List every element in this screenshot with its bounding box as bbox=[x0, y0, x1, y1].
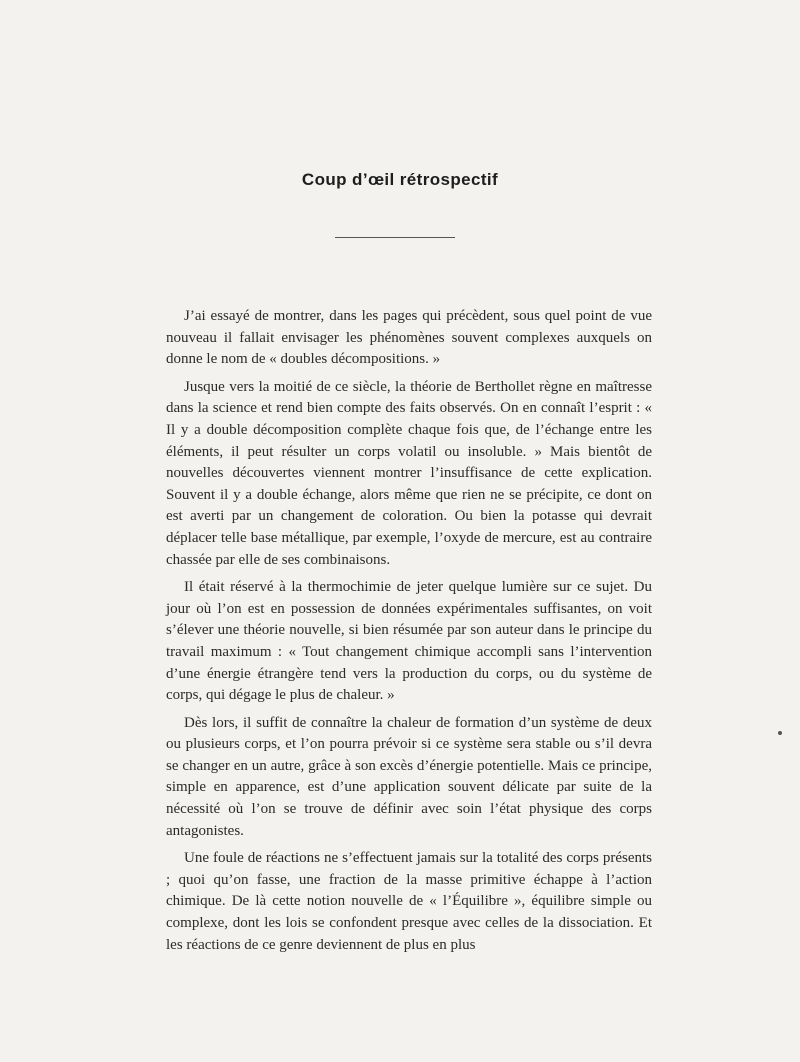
title-divider bbox=[335, 237, 455, 238]
paragraph-3: Il était réservé à la thermochimie de jeter quelque lumière sur ce sujet. Du jour où l’on est en possession de données expérimentales suffisantes, on voit s’élever une théorie nouvelle, si bien résumée par son auteur dans le principe du travail maximum : « Tout changement chimique accompli sans l’intervention d’une énergie étrangère tend vers la production du corps, ou du système de corps, qui dégage le plus de chaleur. » bbox=[166, 579, 652, 704]
paragraph-2: Jusque vers la moitié de ce siècle, la théorie de Berthollet règne en maîtresse dans la science et rend bien compte des faits observés. On en connaît l’esprit : « Il y a double décomposition complète chaque fois que, de l’échange entre les éléments, il peut résulter un corps volatil ou insoluble. » Mais bientôt de nouvelles découvertes viennent montrer l’insuffisance de cette explication. Souvent il y a double échange, alors même que rien ne se précipite, ce dont on est averti par un changement de coloration. Ou bien la potasse qui devrait déplacer telle base métallique, par exemple, l’oxyde de mercure, est au contraire chassée par elle de ses combinaisons. bbox=[166, 378, 652, 568]
paragraph-4: Dès lors, il suffit de connaître la chaleur de formation d’un système de deux ou plusieurs corps, et l’on pourra prévoir si ce système sera stable ou s’il devra se changer en un autre, grâce à son excès d’énergie potentielle. Mais ce principe, simple en apparence, est d’une application souvent délicate par suite de la nécessité où l’on se trouve de définir avec soin l’état physique des corps antagonistes. bbox=[166, 714, 652, 839]
body-text bbox=[166, 306, 652, 962]
page-title: Coup d’œil rétrospectif bbox=[301, 170, 499, 189]
paragraph-1: J’ai essayé de montrer, dans les pages qui précèdent, sous quel point de vue nouveau il fallait envisager les phénomènes souvent complexes auxquels on donne le nom de « doubles décompositions. » bbox=[166, 308, 652, 368]
paragraph-5: Une foule de réactions ne s’effectuent jamais sur la totalité des corps présents ; quoi qu’on fasse, une fraction de la masse primitive échappe à l’action chimique. De là cette notion nouvelle de « l’Équilibre », équilibre simple ou complexe, dont les lois se confondent presque avec celles de la dissociation. Et les réactions de ce genre deviennent de plus en plus bbox=[166, 850, 652, 953]
margin-mark bbox=[778, 731, 782, 735]
